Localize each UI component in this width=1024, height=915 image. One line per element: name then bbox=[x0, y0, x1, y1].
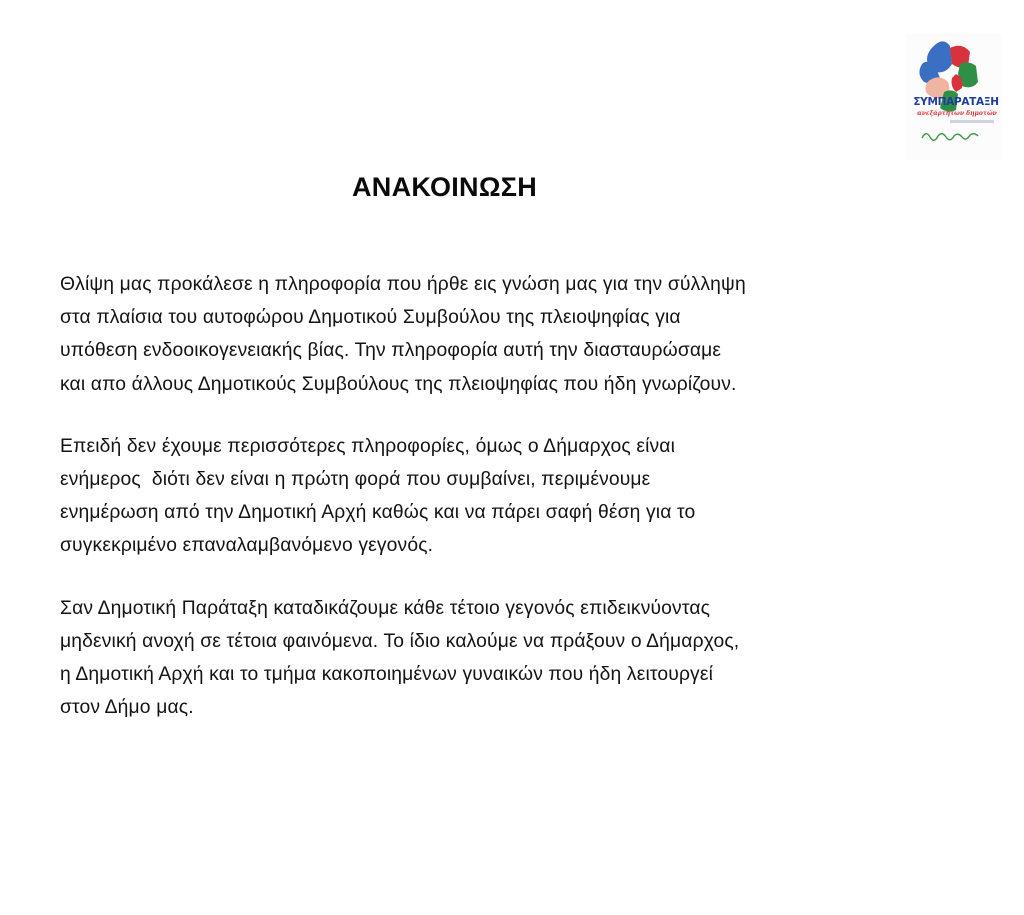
text-line: στα πλαίσια του αυτοφώρου Δημοτικού Συμβούλου της πλειοψηφίας για bbox=[60, 307, 681, 329]
paragraph-2 bbox=[60, 430, 960, 563]
text-line: ενήμερος διότι δεν είναι η πρώτη φορά που συμβαίνει, περιμένουμε bbox=[60, 469, 651, 491]
text-line: Σαν Δημοτική Παράταξη καταδικάζουμε κάθε τέτοιο γεγονός επιδεικνύοντας bbox=[60, 597, 711, 619]
text-line: Θλίψη μας προκάλεσε η πληροφορία που ήρθε εις γνώση μας για την σύλληψη bbox=[60, 274, 746, 295]
paragraph-3 bbox=[60, 592, 960, 725]
logo-handwriting bbox=[920, 128, 980, 142]
text-line: μηδενική ανοχή σε τέτοια φαινόμενα. Το ίδιο καλούμε να πράξουν ο Δήμαρχος, bbox=[60, 630, 740, 652]
text-line: ενημέρωση από την Δημοτική Αρχή καθώς και να πάρει σαφή θέση για το bbox=[60, 502, 696, 524]
logo-tagline: ανεξάρτητων δημοτών bbox=[917, 110, 997, 117]
party-logo bbox=[906, 34, 1002, 160]
logo-wordmark: ΣΥΜΠΑΡΑΤΑΞΗ bbox=[913, 96, 999, 108]
text-line: η Δημοτική Αρχή και το τμήμα κακοποιημένων γυναικών που ήδη λειτουργεί bbox=[60, 664, 714, 686]
paragraph-1 bbox=[60, 268, 960, 401]
announcement-body bbox=[60, 268, 960, 724]
text-line: και απο άλλους Δημοτικούς Συμβούλους της πλειοψηφίας που ήδη γνωρίζουν. bbox=[60, 373, 737, 395]
page-title: ΑΝΑΚΟΙΝΩΣΗ bbox=[352, 172, 538, 202]
logo-subline bbox=[950, 120, 994, 123]
text-line: συγκεκριμένο επαναλαμβανόμενο γεγονός. bbox=[60, 535, 434, 557]
text-line: Επειδή δεν έχουμε περισσότερες πληροφορίες, όμως ο Δήμαρχος είναι bbox=[60, 435, 676, 457]
text-line: υπόθεση ενδοοικογενειακής βίας. Την πληροφορία αυτή την διασταυρώσαμε bbox=[60, 340, 722, 362]
text-line: στον Δήμο μας. bbox=[60, 697, 194, 719]
